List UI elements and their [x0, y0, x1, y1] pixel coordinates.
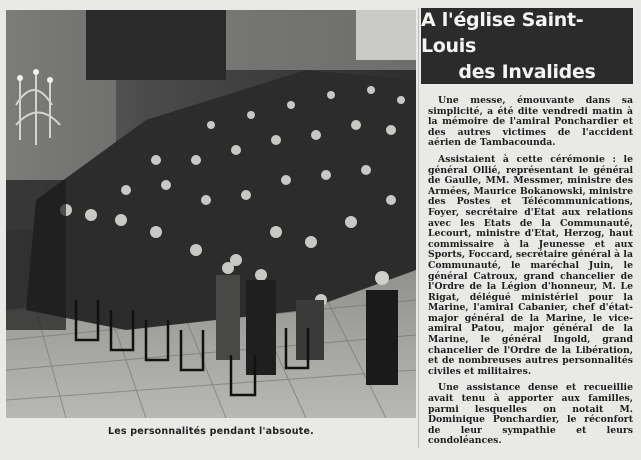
article-title-box	[421, 8, 633, 84]
column-divider	[418, 8, 419, 448]
article-paragraph: Une assistance dense et recueillie avait tenu à apporter aux familles, parmi lesquelles on notait M. Dominique Ponchardier, le réconfort de leur sympathie et leurs condoléances.	[428, 382, 633, 447]
ceremony-photo	[6, 10, 416, 418]
article-paragraph: Une messe, émouvante dans sa simplicité, a été dite vendredi matin à la mémoire de l'amiral Ponchardier et des autres victimes de l'accident aérien de Tambacounda.	[428, 95, 633, 149]
photo-caption: Les personnalités pendant l'absoute.	[108, 426, 314, 437]
article-paragraph: Assistaient à cette cérémonie : le général Ollié, représentant le général de Gaulle, MM. Messmer, ministre des Armées, Maurice Bokanowski, ministre des Postes et Télécommunications, Foyer, secrétaire d'Etat aux relations avec les Etats de la Communauté, Lecourt, ministre d'Etat, Herzog, haut commissaire à la Jeunesse et aux Sports, Foccard, secrétaire général à la Communauté, le maréchal Juin, le général Catroux, grand chancelier de l'Ordre de la Légion d'honneur, M. Le Rigat, délégué ministériel pour la Marine, l'amiral Cabanier, chef d'état-major général de la Marine, le vice-amiral Patou, major général de la Marine, le général Ingold, grand chancelier de l'Ordre de la Libération, et de nombreuses autres personnalités civiles et militaires.	[428, 153, 633, 377]
article-title-line-1: A l'église Saint-Louis	[421, 9, 584, 57]
article-title-line-2: des Invalides	[458, 61, 596, 83]
article-body	[428, 96, 633, 453]
